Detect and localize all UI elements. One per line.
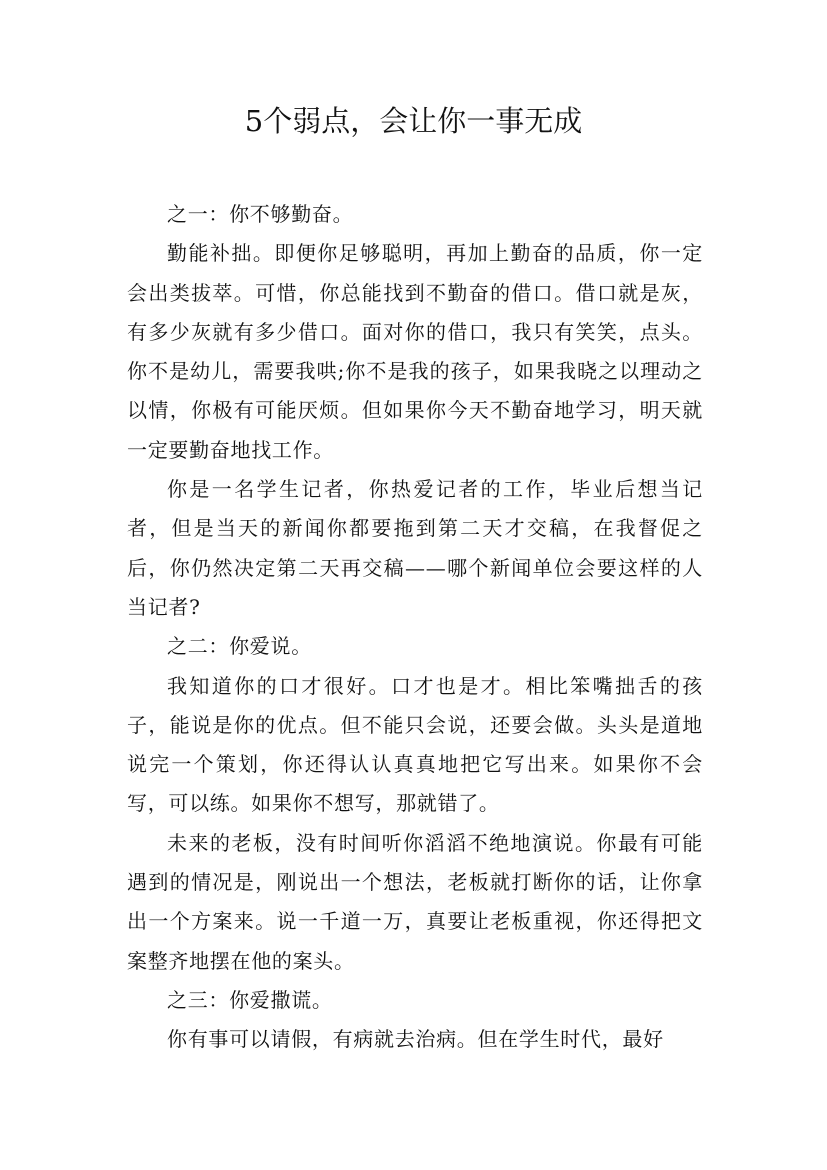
paragraph: 之二：你爱说。 xyxy=(167,634,312,659)
paragraph: 未来的老板，没有时间听你滔滔不绝地演说。你最有可能遇到的情况是，刚说出一个想法，老板就打断你的话，让你拿出一个方案来。说一千道一万，真要让老板重视，你还得把文案整齐地摆在他的案头。 xyxy=(127,830,703,973)
paragraph: 勤能补拙。即便你足够聪明，再加上勤奋的品质，你一定会出类拔萃。可惜，你总能找到不勤奋的借口。借口就是灰，有多少灰就有多少借口。面对你的借口，我只有笑笑，点头。你不是幼儿，需要我哄;你不是我的孩子，如果我晓之以理动之以情，你极有可能厌烦。但如果你今天不勤奋地学习，明天就一定要勤奋地找工作。 xyxy=(127,241,703,462)
document-title: 5个弱点，会让你一事无成 xyxy=(244,104,583,138)
paragraph: 我知道你的口才很好。口才也是才。相比笨嘴拙舌的孩子，能说是你的优点。但不能只会说，还要会做。头头是道地说完一个策划，你还得认认真真地把它写出来。如果你不会写，可以练。如果你不想写，那就错了。 xyxy=(127,673,703,816)
paragraph: 之三：你爱撒谎。 xyxy=(167,987,333,1012)
document-body xyxy=(127,195,703,1060)
paragraph: 之一：你不够勤奋。 xyxy=(167,202,354,226)
paragraph: 你有事可以请假，有病就去治病。但在学生时代，最好 xyxy=(167,1027,664,1052)
paragraph: 你是一名学生记者，你热爱记者的工作，毕业后想当记者，但是当天的新闻你都要拖到第二天才交稿，在我督促之后，你仍然决定第二天再交稿——哪个新闻单位会要这样的人当记者? xyxy=(127,477,703,619)
